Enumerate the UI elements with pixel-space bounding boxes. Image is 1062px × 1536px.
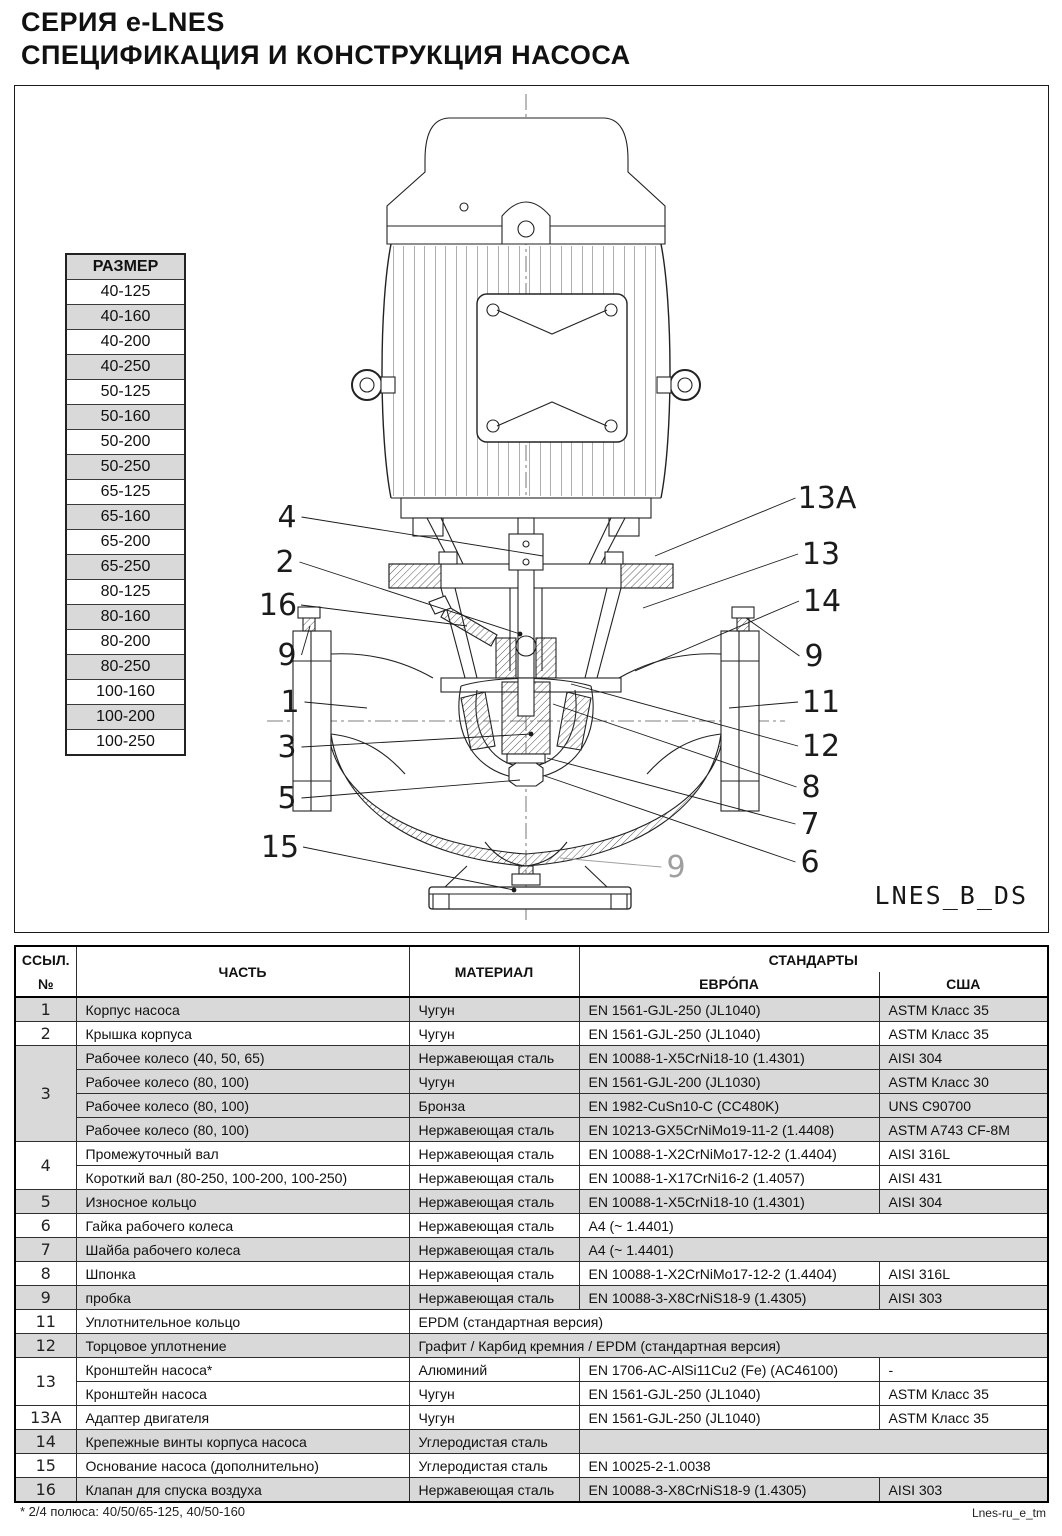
callout-dot — [529, 732, 534, 737]
header-europe: ЕВРО́ПА — [579, 972, 879, 997]
usa-cell: ASTM Класс 30 — [879, 1070, 1048, 1094]
usa-cell: AISI 316L — [879, 1262, 1048, 1286]
callout-dot — [518, 632, 523, 637]
impeller-washer — [507, 754, 545, 763]
material-cell: Нержавеющая сталь — [409, 1118, 579, 1142]
part-cell: Шайба рабочего колеса — [76, 1238, 409, 1262]
size-cell: 40-125 — [66, 280, 185, 305]
usa-cell: UNS C90700 — [879, 1094, 1048, 1118]
callout-label: 2 — [275, 545, 295, 580]
callout-leader — [553, 704, 797, 787]
callout-label: 11 — [801, 685, 841, 720]
callout-leader — [571, 684, 798, 746]
table-row — [15, 1190, 1048, 1214]
size-cell: 80-160 — [66, 605, 185, 630]
size-cell: 40-250 — [66, 355, 185, 380]
callout-leader — [560, 858, 662, 867]
callout-label: 9 — [804, 639, 824, 674]
europe-cell: EN 10088-1-X2CrNiMo17-12-2 (1.4404) — [579, 1262, 879, 1286]
callout-label: 8 — [801, 770, 821, 805]
table-row — [15, 1358, 1048, 1382]
footnote-doc-code: Lnes-ru_e_tm — [971, 1506, 1046, 1520]
header-ref: ССЫЛ. № — [15, 946, 76, 997]
part-cell: Промежуточный вал — [76, 1142, 409, 1166]
part-cell: Рабочее колесо (80, 100) — [76, 1070, 409, 1094]
size-cell: 80-250 — [66, 655, 185, 680]
ref-cell: 7 — [15, 1238, 76, 1262]
callout-label: 15 — [260, 830, 300, 865]
material-cell: Алюминий — [409, 1358, 579, 1382]
europe-cell: EN 10088-3-X8CrNiS18-9 (1.4305) — [579, 1286, 879, 1310]
part-cell: Кронштейн насоса* — [76, 1358, 409, 1382]
europe-cell: EN 1561-GJL-200 (JL1030) — [579, 1070, 879, 1094]
ref-cell: 14 — [15, 1430, 76, 1454]
size-cell: 100-250 — [66, 730, 185, 756]
usa-cell: AISI 304 — [879, 1046, 1048, 1070]
usa-cell: ASTM Класс 35 — [879, 997, 1048, 1022]
callout-label: 9 — [277, 638, 297, 673]
material-cell: Нержавеющая сталь — [409, 1046, 579, 1070]
impeller — [459, 678, 593, 786]
ref-cell: 13A — [15, 1406, 76, 1430]
europe-cell: EN 1561-GJL-250 (JL1040) — [579, 1382, 879, 1406]
motor-body-left — [382, 244, 391, 498]
ref-cell: 9 — [15, 1286, 76, 1310]
table-row — [15, 1262, 1048, 1286]
impeller-nut — [509, 763, 543, 786]
table-row — [15, 1406, 1048, 1430]
material-cell: Нержавеющая сталь — [409, 1238, 579, 1262]
material-cell: Чугун — [409, 1406, 579, 1430]
ref-cell: 11 — [15, 1310, 76, 1334]
callout-label: 7 — [800, 807, 820, 842]
table-row — [15, 1214, 1048, 1238]
drawing-code: LNES_B_DS — [874, 881, 1028, 910]
table-row — [15, 1238, 1048, 1262]
ref-cell: 15 — [15, 1454, 76, 1478]
table-row — [15, 1118, 1048, 1142]
header-standards: СТАНДАРТЫ — [579, 946, 1048, 972]
parts-table — [14, 945, 1049, 1503]
usa-cell: ASTM Класс 35 — [879, 1022, 1048, 1046]
table-row — [15, 1478, 1048, 1503]
material-cell: Нержавеющая сталь — [409, 1214, 579, 1238]
ref-cell: 5 — [15, 1190, 76, 1214]
size-cell: 65-250 — [66, 555, 185, 580]
ref-cell: 3 — [15, 1046, 76, 1142]
part-cell: Основание насоса (дополнительно) — [76, 1454, 409, 1478]
part-cell: Корпус насоса — [76, 997, 409, 1022]
size-cell: 65-125 — [66, 480, 185, 505]
table-row — [15, 997, 1048, 1022]
part-cell: Уплотнительное кольцо — [76, 1310, 409, 1334]
usa-cell: AISI 316L — [879, 1142, 1048, 1166]
ref-cell: 8 — [15, 1262, 76, 1286]
usa-cell: - — [879, 1358, 1048, 1382]
ref-cell: 16 — [15, 1478, 76, 1503]
page-title — [21, 6, 631, 72]
size-cell: 50-125 — [66, 380, 185, 405]
usa-cell: ASTM Класс 35 — [879, 1382, 1048, 1406]
table-row — [15, 1070, 1048, 1094]
usa-cell: ASTM Класс 35 — [879, 1406, 1048, 1430]
pump-geometry — [267, 94, 785, 924]
title-line1: СЕРИЯ e-LNES — [21, 7, 225, 37]
part-cell: Рабочее колесо (40, 50, 65) — [76, 1046, 409, 1070]
material-cell: Чугун — [409, 1070, 579, 1094]
usa-cell: AISI 303 — [879, 1286, 1048, 1310]
size-cell: 50-200 — [66, 430, 185, 455]
parts-table-header — [15, 946, 1048, 997]
size-cell: 50-160 — [66, 405, 185, 430]
table-row — [15, 1166, 1048, 1190]
part-cell: Короткий вал (80-250, 100-200, 100-250) — [76, 1166, 409, 1190]
callout-label: 6 — [800, 845, 820, 880]
vent-screw — [441, 606, 497, 646]
europe-cell: EN 1561-GJL-250 (JL1040) — [579, 1022, 879, 1046]
europe-cell — [579, 1430, 1048, 1454]
usa-cell: AISI 431 — [879, 1166, 1048, 1190]
callout-label: 16 — [258, 588, 298, 623]
usa-cell: AISI 304 — [879, 1190, 1048, 1214]
pump-diagram-box — [14, 85, 1049, 933]
callout-label: 9 — [666, 850, 686, 885]
material-cell: Нержавеющая сталь — [409, 1166, 579, 1190]
material-cell: Чугун — [409, 1382, 579, 1406]
europe-cell: EN 10088-3-X8CrNiS18-9 (1.4305) — [579, 1478, 879, 1503]
part-cell: Гайка рабочего колеса — [76, 1214, 409, 1238]
europe-cell: A4 (~ 1.4401) — [579, 1238, 1048, 1262]
ref-cell: 2 — [15, 1022, 76, 1046]
size-cell: 40-160 — [66, 305, 185, 330]
size-table-header: РАЗМЕР — [66, 254, 185, 280]
flange-right — [721, 607, 759, 811]
usa-cell: ASTM A743 CF-8M — [879, 1118, 1048, 1142]
callout-label: 13A — [797, 481, 857, 516]
motor-body-right — [661, 244, 670, 498]
part-cell: Крышка корпуса — [76, 1022, 409, 1046]
material-cell: Чугун — [409, 997, 579, 1022]
europe-cell: EN 10213-GX5CrNiMo19-11-2 (1.4408) — [579, 1118, 879, 1142]
part-cell: Кронштейн насоса — [76, 1382, 409, 1406]
callout-label: 14 — [802, 584, 842, 619]
table-row — [15, 1022, 1048, 1046]
ref-cell: 13 — [15, 1358, 76, 1406]
table-row — [15, 1382, 1048, 1406]
usa-cell: AISI 303 — [879, 1478, 1048, 1503]
callout-leader — [635, 601, 799, 671]
size-cell: 80-200 — [66, 630, 185, 655]
table-row — [15, 1334, 1048, 1358]
material-cell: Нержавеющая сталь — [409, 1262, 579, 1286]
table-row — [15, 1286, 1048, 1310]
callout-label: 12 — [801, 729, 841, 764]
europe-cell: EN 10088-1-X2CrNiMo17-12-2 (1.4404) — [579, 1142, 879, 1166]
callout-leader — [655, 498, 796, 556]
callout-label: 1 — [280, 685, 300, 720]
size-table — [65, 253, 186, 756]
callout-label: 5 — [277, 781, 297, 816]
callout-dot — [512, 888, 517, 893]
table-row — [15, 1430, 1048, 1454]
table-row — [15, 1454, 1048, 1478]
europe-cell: EN 10088-1-X5CrNi18-10 (1.4301) — [579, 1190, 879, 1214]
part-cell: Торцовое уплотнение — [76, 1334, 409, 1358]
material-cell: Нержавеющая сталь — [409, 1286, 579, 1310]
part-cell: Клапан для спуска воздуха — [76, 1478, 409, 1503]
size-cell: 50-250 — [66, 455, 185, 480]
material-cell: Углеродистая сталь — [409, 1430, 579, 1454]
ref-cell: 12 — [15, 1334, 76, 1358]
europe-cell: EN 1706-AC-AlSi11Cu2 (Fe) (AC46100) — [579, 1358, 879, 1382]
part-cell: Шпонка — [76, 1262, 409, 1286]
header-part: ЧАСТЬ — [76, 946, 409, 997]
material-cell: Углеродистая сталь — [409, 1454, 579, 1478]
callout-label: 4 — [277, 500, 297, 535]
table-row — [15, 1046, 1048, 1070]
header-material: МАТЕРИАЛ — [409, 946, 579, 997]
callout-label: 3 — [277, 730, 297, 765]
ref-cell: 4 — [15, 1142, 76, 1190]
size-cell: 40-200 — [66, 330, 185, 355]
europe-cell: EN 10088-1-X17CrNi16-2 (1.4057) — [579, 1166, 879, 1190]
part-cell: Рабочее колесо (80, 100) — [76, 1118, 409, 1142]
part-cell: Рабочее колесо (80, 100) — [76, 1094, 409, 1118]
table-row — [15, 1094, 1048, 1118]
size-cell: 80-125 — [66, 580, 185, 605]
title-line2: СПЕЦИФИКАЦИЯ И КОНСТРУКЦИЯ НАСОСА — [21, 40, 631, 70]
material-cell: Нержавеющая сталь — [409, 1142, 579, 1166]
part-cell: пробка — [76, 1286, 409, 1310]
material-cell: Нержавеющая сталь — [409, 1478, 579, 1503]
europe-cell: EN 10088-1-X5CrNi18-10 (1.4301) — [579, 1046, 879, 1070]
part-cell: Износное кольцо — [76, 1190, 409, 1214]
size-cell: 65-160 — [66, 505, 185, 530]
size-cell: 100-200 — [66, 705, 185, 730]
header-usa: США — [879, 972, 1048, 997]
europe-cell: EN 1561-GJL-250 (JL1040) — [579, 997, 879, 1022]
part-cell: Адаптер двигателя — [76, 1406, 409, 1430]
footnote-poles: * 2/4 полюса: 40/50/65-125, 40/50-160 — [20, 1504, 246, 1519]
part-cell: Крепежные винты корпуса насоса — [76, 1430, 409, 1454]
ref-cell: 1 — [15, 997, 76, 1022]
table-row — [15, 1310, 1048, 1334]
callout-label: 13 — [801, 537, 841, 572]
table-row — [15, 1142, 1048, 1166]
callout-leader — [302, 780, 521, 798]
europe-cell: EN 10025-2-1.0038 — [579, 1454, 1048, 1478]
material-cell: EPDM (стандартная версия) — [409, 1310, 1048, 1334]
callout-leader — [302, 734, 532, 747]
size-cell: 65-200 — [66, 530, 185, 555]
europe-cell: EN 1561-GJL-250 (JL1040) — [579, 1406, 879, 1430]
europe-cell: EN 1982-CuSn10-C (CC480K) — [579, 1094, 879, 1118]
europe-cell: A4 (~ 1.4401) — [579, 1214, 1048, 1238]
motor-flange — [401, 498, 651, 518]
size-cell: 100-160 — [66, 680, 185, 705]
material-cell: Чугун — [409, 1022, 579, 1046]
material-cell: Бронза — [409, 1094, 579, 1118]
terminal-box — [477, 294, 627, 442]
material-cell: Графит / Карбид кремния / EPDM (стандартная версия) — [409, 1334, 1048, 1358]
ref-cell: 6 — [15, 1214, 76, 1238]
material-cell: Нержавеющая сталь — [409, 1190, 579, 1214]
